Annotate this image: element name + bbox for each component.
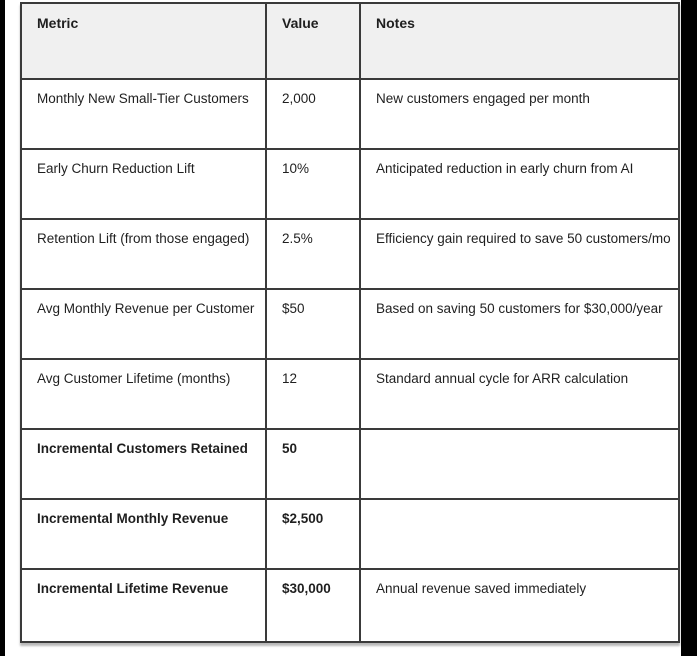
table-header-row	[21, 3, 679, 79]
cell-metric: Avg Monthly Revenue per Customer	[21, 289, 266, 359]
cell-notes	[360, 499, 679, 569]
cell-value: 2,000	[266, 79, 360, 149]
cell-notes	[360, 429, 679, 499]
cell-value: $30,000	[266, 569, 360, 642]
table-row	[21, 359, 679, 429]
column-header-value: Value	[266, 3, 360, 79]
table-row	[21, 219, 679, 289]
table-row	[21, 79, 679, 149]
column-header-metric: Metric	[21, 3, 266, 79]
cell-metric: Incremental Monthly Revenue	[21, 499, 266, 569]
cell-value: 10%	[266, 149, 360, 219]
table-row	[21, 149, 679, 219]
table-row	[21, 289, 679, 359]
table-body	[21, 79, 679, 642]
table-row	[21, 429, 679, 499]
cell-metric: Avg Customer Lifetime (months)	[21, 359, 266, 429]
cell-metric: Incremental Customers Retained	[21, 429, 266, 499]
left-edge-strip	[0, 0, 5, 656]
cell-value: $2,500	[266, 499, 360, 569]
cell-metric: Monthly New Small-Tier Customers	[21, 79, 266, 149]
cell-value: 2.5%	[266, 219, 360, 289]
cell-notes: Annual revenue saved immediately	[360, 569, 679, 642]
cell-notes: Efficiency gain required to save 50 customers/mo	[360, 219, 679, 289]
cell-metric: Retention Lift (from those engaged)	[21, 219, 266, 289]
cell-metric: Early Churn Reduction Lift	[21, 149, 266, 219]
table-row	[21, 569, 679, 642]
column-header-notes: Notes	[360, 3, 679, 79]
cell-notes: Anticipated reduction in early churn from AI	[360, 149, 679, 219]
cell-value: $50	[266, 289, 360, 359]
cell-notes: New customers engaged per month	[360, 79, 679, 149]
cell-value: 12	[266, 359, 360, 429]
cell-metric: Incremental Lifetime Revenue	[21, 569, 266, 642]
cell-value: 50	[266, 429, 360, 499]
cell-notes: Based on saving 50 customers for $30,000/year	[360, 289, 679, 359]
table-row	[21, 499, 679, 569]
cell-notes: Standard annual cycle for ARR calculation	[360, 359, 679, 429]
right-edge-strip	[681, 0, 697, 656]
metrics-table	[20, 2, 680, 643]
